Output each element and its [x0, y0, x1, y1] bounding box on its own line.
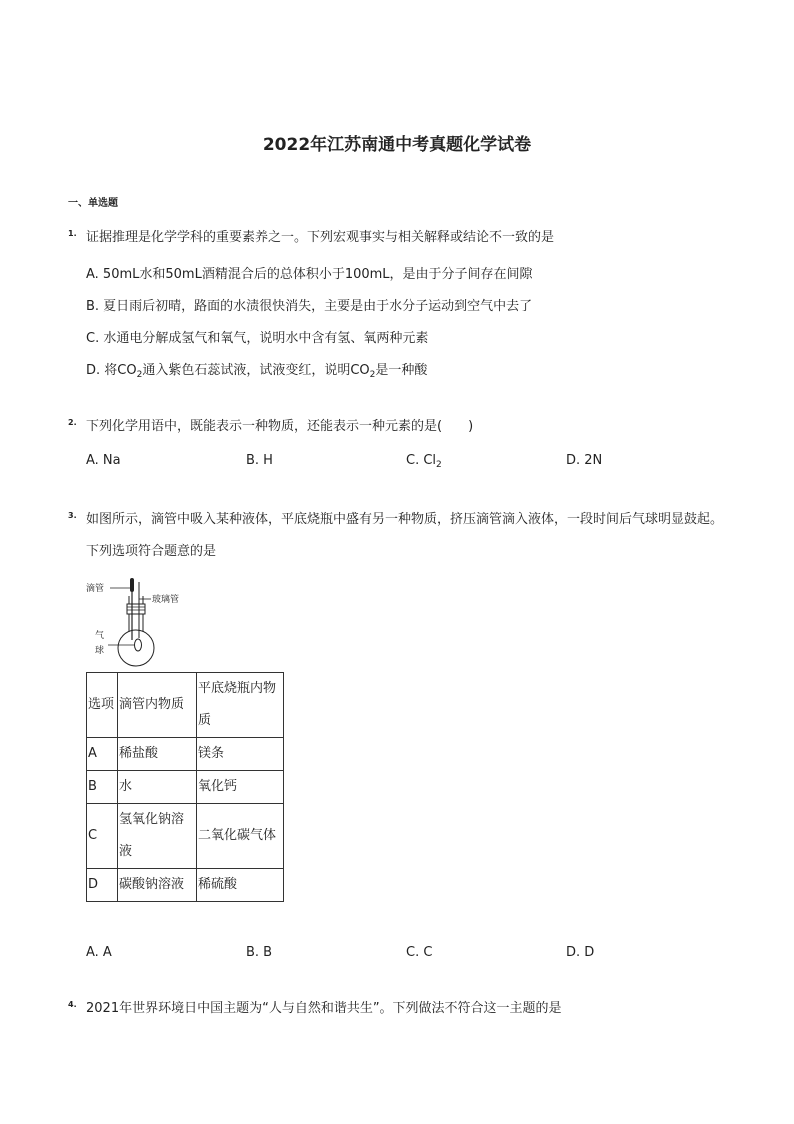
label-dropper: 滴管	[86, 584, 105, 594]
option-d-text-3: 是一种酸	[375, 363, 428, 378]
table-cell: B	[87, 771, 118, 804]
label-balloon-2: 球	[95, 646, 105, 656]
table-cell: 氧化钙	[197, 771, 284, 804]
question-1-option-a: A. 50mL水和50mL酒精混合后的总体积小于100mL，是由于分子间存在间隙	[86, 267, 533, 282]
label-glass-tube: 玻璃管	[152, 595, 180, 605]
table-row	[87, 869, 284, 902]
table-cell: 稀盐酸	[118, 738, 197, 771]
table-row	[87, 771, 284, 804]
question-3-option-b: B. B	[246, 945, 273, 960]
page-title: 2022年江苏南通中考真题化学试卷	[262, 135, 532, 155]
table-cell: 氢氧化钠溶液	[118, 804, 197, 869]
question-2-stem: 下列化学用语中，既能表示一种物质，还能表示一种元素的是( )	[86, 419, 474, 434]
option-c-text: C. Cl	[406, 453, 437, 468]
table-cell: 水	[118, 771, 197, 804]
question-1-stem: 证据推理是化学学科的重要素养之一。下列宏观事实与相关解释或结论不一致的是	[86, 230, 555, 245]
question-4-number: 4.	[68, 1000, 77, 1009]
table-cell: 平底烧瓶内物质	[197, 673, 284, 738]
question-3-option-a: A. A	[86, 945, 112, 960]
question-1-number: 1.	[68, 229, 77, 238]
question-3-number: 3.	[68, 511, 77, 520]
options-table	[86, 672, 284, 902]
table-cell: 碳酸钠溶液	[118, 869, 197, 902]
table-cell: D	[87, 869, 118, 902]
subscript: 2	[136, 370, 143, 380]
subscript: 2	[369, 370, 376, 380]
question-1-option-c: C. 水通电分解成氢气和氧气，说明水中含有氢、氧两种元素	[86, 331, 429, 346]
apparatus-figure	[84, 578, 204, 670]
option-d-text-2: 通入紫色石蕊试液，试液变红，说明CO	[142, 363, 370, 378]
question-2-option-d: D. 2N	[566, 453, 603, 468]
table-cell: 镁条	[197, 738, 284, 771]
question-2-option-a: A. Na	[86, 453, 121, 468]
table-row	[87, 804, 284, 869]
subscript: 2	[436, 460, 442, 470]
question-3-option-c: C. C	[406, 945, 433, 960]
question-2-option-c	[406, 453, 442, 470]
question-4-stem: 2021年世界环境日中国主题为“人与自然和谐共生”。下列做法不符合这一主题的是	[86, 1001, 562, 1016]
table-cell: C	[87, 804, 118, 869]
question-1-option-d	[86, 359, 427, 380]
table-row	[87, 738, 284, 771]
table-cell: 选项	[87, 673, 118, 738]
section-heading: 一、单选题	[68, 198, 118, 209]
table-header-row	[87, 673, 284, 738]
label-balloon-1: 气	[95, 631, 105, 641]
question-3-stem: 如图所示，滴管中吸入某种液体，平底烧瓶中盛有另一种物质，挤压滴管滴入液体，一段时间后气球明显鼓起。下列选项符合题意的是	[86, 512, 724, 559]
question-3-option-d: D. D	[566, 945, 595, 960]
question-2-option-b: B. H	[246, 453, 273, 468]
table-cell: A	[87, 738, 118, 771]
question-2-number: 2.	[68, 418, 77, 427]
table-cell: 二氧化碳气体	[197, 804, 284, 869]
question-1-option-b: B. 夏日雨后初晴，路面的水渍很快消失，主要是由于水分子运动到空气中去了	[86, 299, 533, 314]
option-d-text-1: D. 将CO	[86, 363, 137, 378]
table-cell: 稀硫酸	[197, 869, 284, 902]
table-cell: 滴管内物质	[118, 673, 197, 738]
